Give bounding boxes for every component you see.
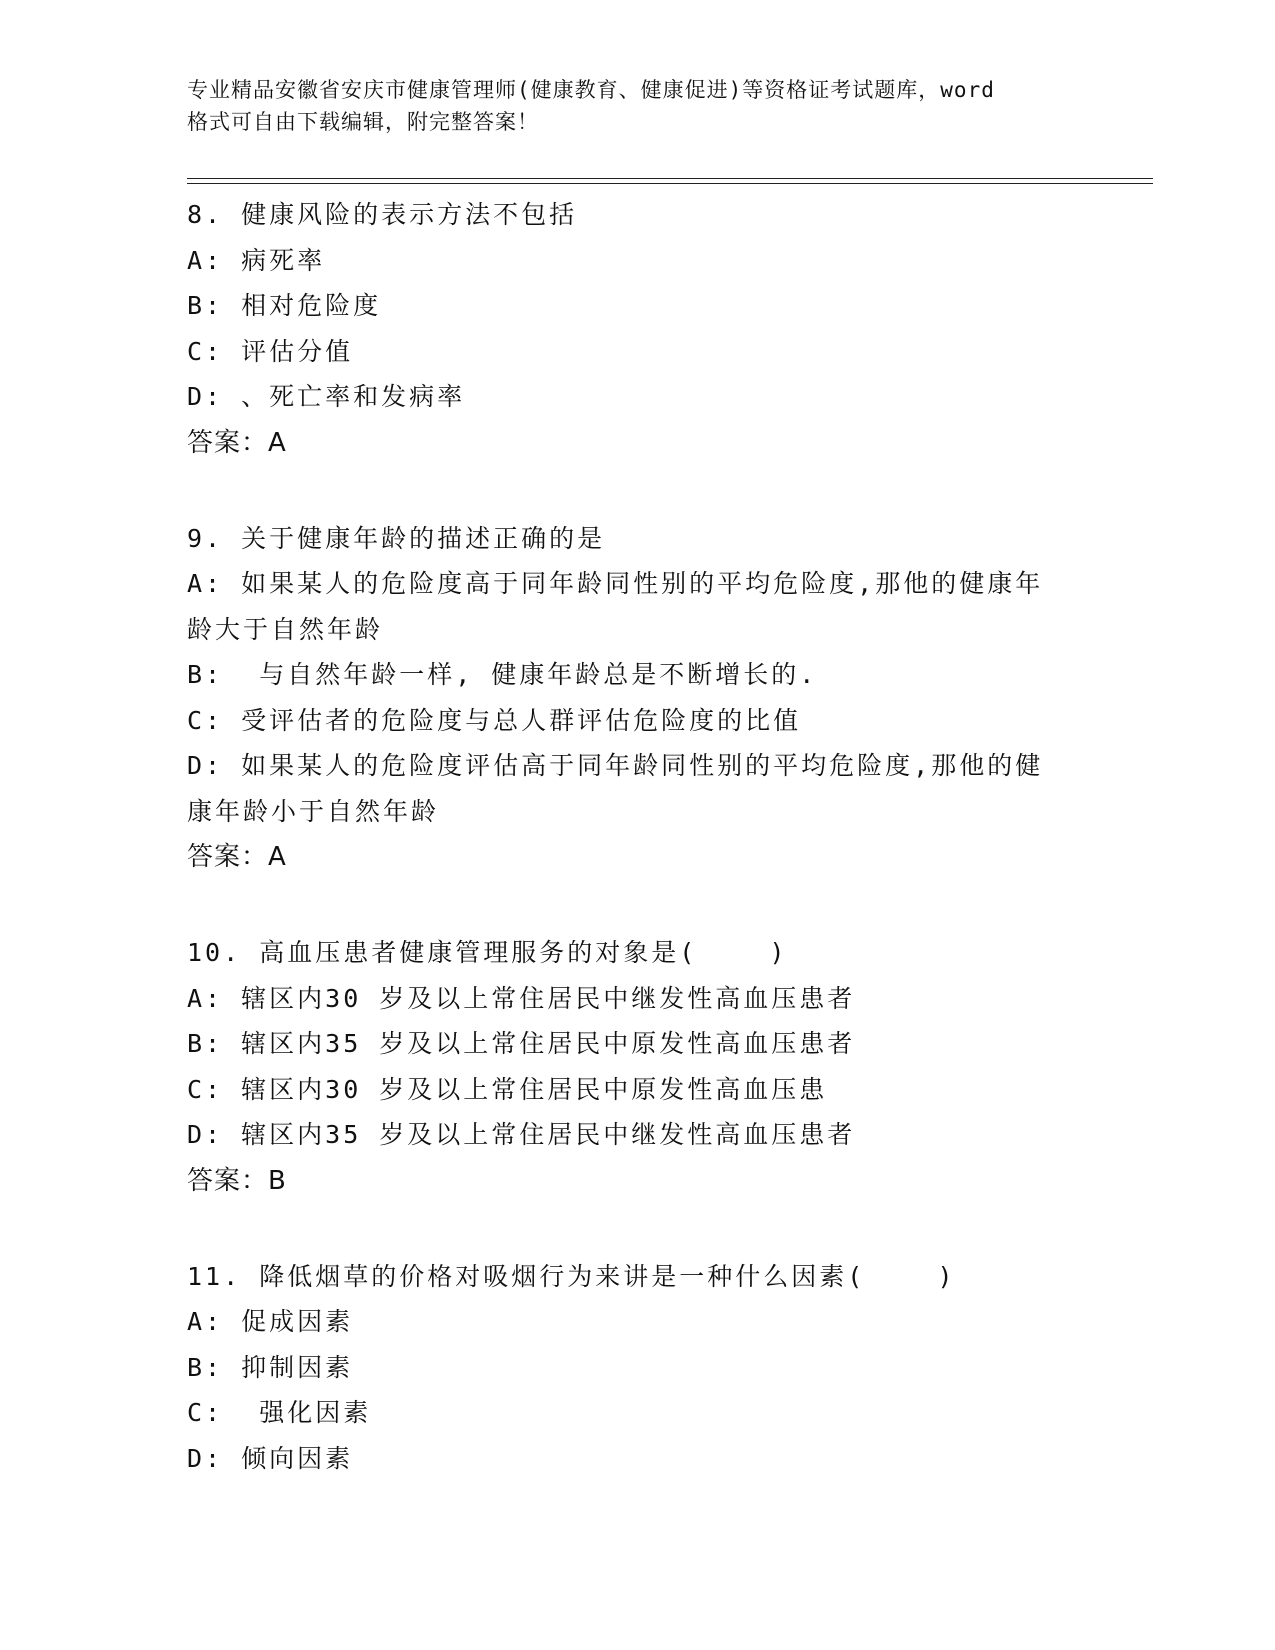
question-stem: 11. 降低烟草的价格对吸烟行为来讲是一种什么因素( ) <box>187 1261 956 1291</box>
header-divider-bottom <box>187 183 1153 184</box>
question-10 <box>187 930 1087 1204</box>
option-d: D: 辖区内35 岁及以上常住居民中继发性高血压患者 <box>187 1120 856 1149</box>
option-a: A: 如果某人的危险度高于同年龄同性别的平均危险度,那他的健康年 <box>187 569 1044 598</box>
option-a: A: 辖区内30 岁及以上常住居民中继发性高血压患者 <box>187 983 856 1013</box>
answer-line: 答案：B <box>187 1165 287 1196</box>
option-d: D: 倾向因素 <box>187 1443 354 1473</box>
question-list <box>187 192 1087 1531</box>
option-a: A: 病死率 <box>187 245 326 275</box>
option-c: C: 辖区内30 岁及以上常住居民中原发性高血压患 <box>187 1074 828 1104</box>
answer-line: 答案：A <box>187 842 287 872</box>
option-c: C: 强化因素 <box>187 1398 372 1427</box>
option-d: D: 、死亡率和发病率 <box>187 382 466 411</box>
question-stem: 9. 关于健康年龄的描述正确的是 <box>187 523 606 553</box>
header-divider-top <box>187 178 1153 179</box>
option-c: C: 评估分值 <box>187 336 354 366</box>
header-line-1: 专业精品安徽省安庆市健康管理师(健康教育、健康促进)等资格证考试题库，word <box>187 78 995 102</box>
option-a: A: 促成因素 <box>187 1307 354 1336</box>
question-9 <box>187 516 1087 881</box>
question-stem: 8. 健康风险的表示方法不包括 <box>187 200 578 229</box>
question-8 <box>187 192 1087 466</box>
document-header <box>187 74 1087 138</box>
header-line-2: 格式可自由下载编辑，附完整答案！ <box>187 110 539 134</box>
option-a-continued: 龄大于自然年龄 <box>187 614 384 644</box>
option-b: B: 相对危险度 <box>187 291 382 320</box>
question-11 <box>187 1254 1087 1482</box>
option-c: C: 受评估者的危险度与总人群评估危险度的比值 <box>187 705 802 735</box>
option-b: B: 与自然年龄一样, 健康年龄总是不断增长的. <box>187 660 818 689</box>
option-d: D: 如果某人的危险度评估高于同年龄同性别的平均危险度,那他的健 <box>187 751 1044 780</box>
question-stem: 10. 高血压患者健康管理服务的对象是( ) <box>187 938 788 967</box>
option-d-continued: 康年龄小于自然年龄 <box>187 796 440 826</box>
option-b: B: 辖区内35 岁及以上常住居民中原发性高血压患者 <box>187 1029 856 1058</box>
option-b: B: 抑制因素 <box>187 1352 354 1382</box>
answer-line: 答案：A <box>187 427 287 458</box>
